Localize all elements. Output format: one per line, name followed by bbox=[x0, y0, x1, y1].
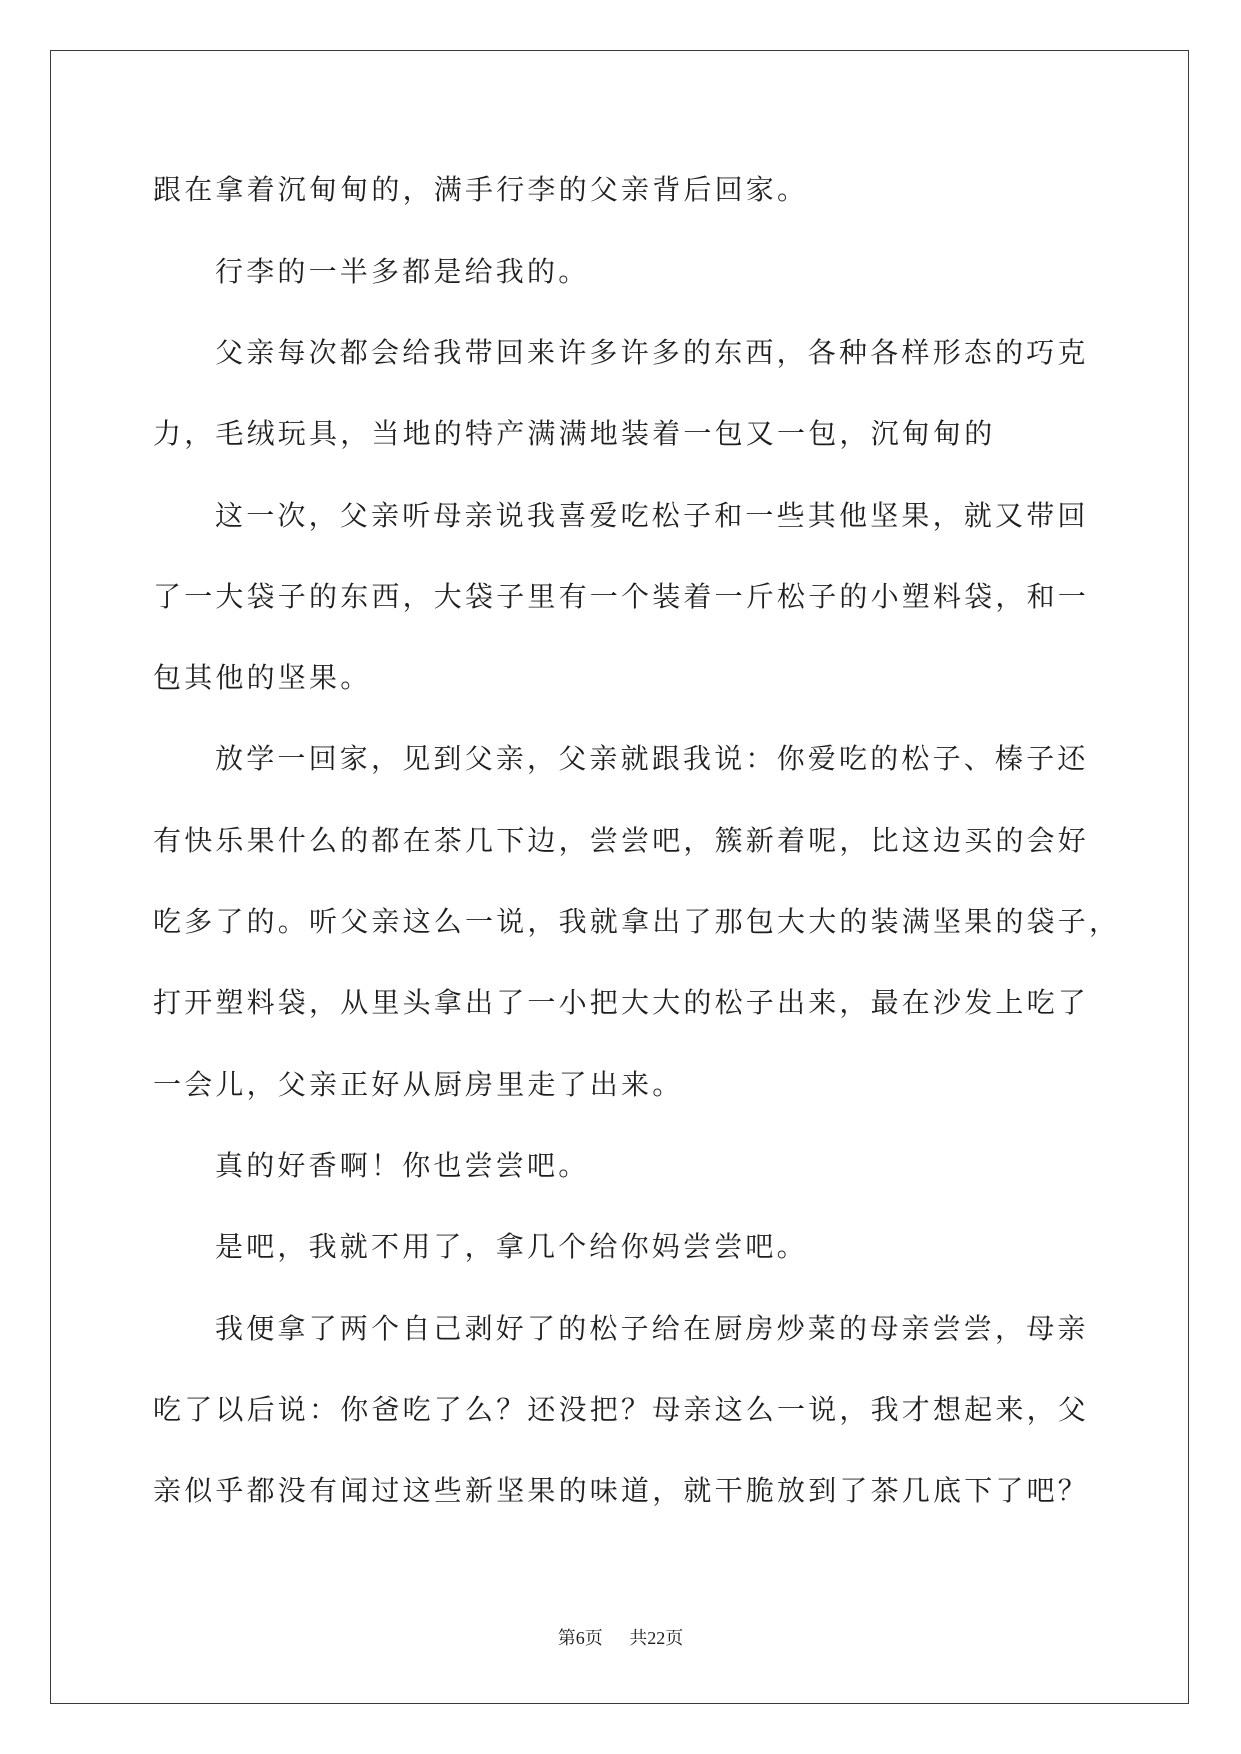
paragraph-8-line-1: 我便拿了两个自己剥好了的松子给在厨房炒菜的母亲尝尝，母亲 bbox=[215, 1311, 1089, 1345]
paragraph-2-line-1: 行李的一半多都是给我的。 bbox=[215, 254, 590, 288]
paragraph-5-line-5: 一会儿，父亲正好从厨房里走了出来。 bbox=[153, 1067, 684, 1101]
page-total: 共22页 bbox=[629, 1628, 684, 1648]
paragraph-5-line-1: 放学一回家，见到父亲，父亲就跟我说：你爱吃的松子、榛子还 bbox=[215, 742, 1089, 776]
paragraph-5-line-2: 有快乐果什么的都在茶几下边，尝尝吧，簇新着呢，比这边买的会好 bbox=[153, 823, 1090, 857]
paragraph-3-line-1: 父亲每次都会给我带回来许多许多的东西，各种各样形态的巧克 bbox=[215, 335, 1089, 369]
paragraph-6-line-1: 真的好香啊！你也尝尝吧。 bbox=[215, 1148, 590, 1182]
paragraph-7-line-1: 是吧，我就不用了，拿几个给你妈尝尝吧。 bbox=[215, 1230, 808, 1264]
paragraph-1-line-1: 跟在拿着沉甸甸的，满手行李的父亲背后回家。 bbox=[153, 173, 809, 207]
paragraph-4-line-1: 这一次，父亲听母亲说我喜爱吃松子和一些其他坚果，就又带回 bbox=[215, 498, 1089, 532]
paragraph-5-line-4: 打开塑料袋，从里头拿出了一小把大大的松子出来，最在沙发上吃了 bbox=[153, 986, 1090, 1020]
paragraph-5-line-3: 吃多了的。听父亲这么一说，我就拿出了那包大大的装满坚果的袋子， bbox=[153, 905, 1121, 939]
page-number: 第6页 bbox=[557, 1628, 603, 1648]
paragraph-4-line-2: 了一大袋子的东西，大袋子里有一个装着一斤松子的小塑料袋，和一 bbox=[153, 579, 1090, 613]
paragraph-8-line-3: 亲似乎都没有闻过这些新坚果的味道，就干脆放到了茶几底下了吧？ bbox=[153, 1474, 1090, 1508]
paragraph-8-line-2: 吃了以后说：你爸吃了么？还没把？母亲这么一说，我才想起来，父 bbox=[153, 1392, 1090, 1426]
page-footer bbox=[0, 1624, 1241, 1650]
paragraph-4-line-3: 包其他的坚果。 bbox=[153, 661, 372, 695]
paragraph-3-line-2: 力，毛绒玩具，当地的特产满满地装着一包又一包，沉甸甸的 bbox=[153, 417, 996, 451]
